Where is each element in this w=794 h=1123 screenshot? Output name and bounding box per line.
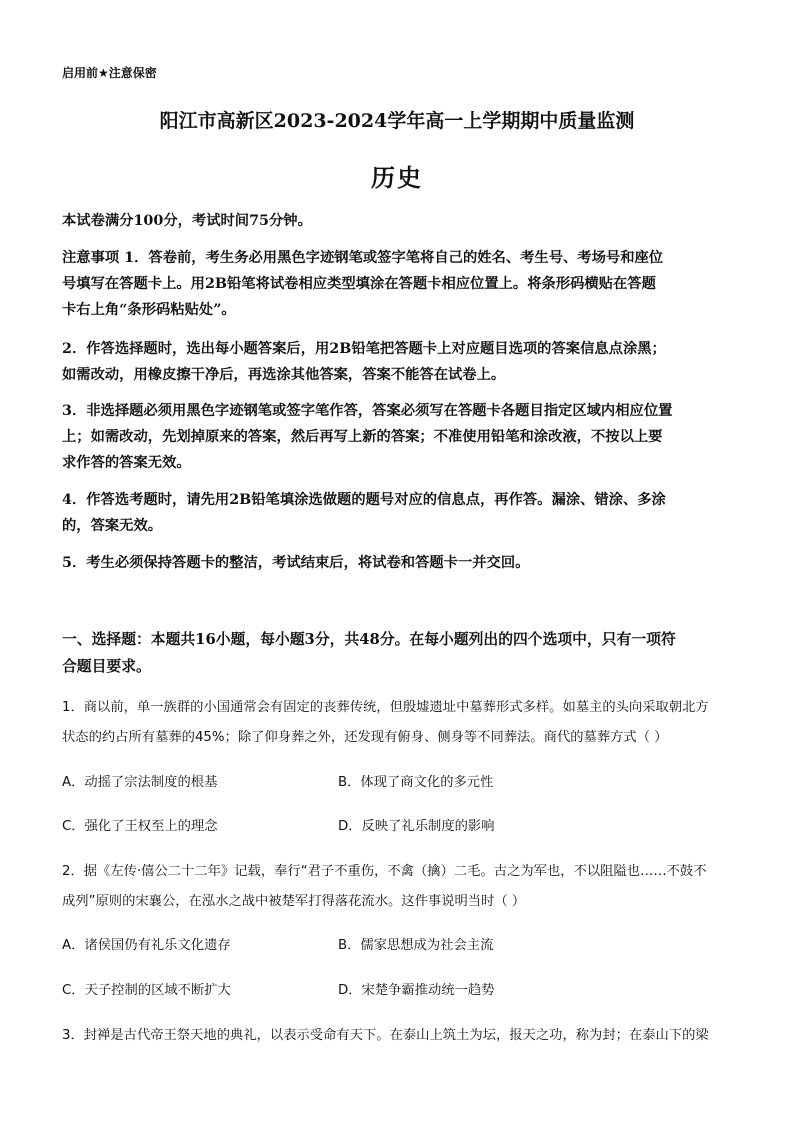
question-text: 3．封禅是古代帝王祭天地的典礼，以表示受命有天下。在泰山上筑土为坛，报天之功，称为封；在泰山下的梁	[62, 1028, 709, 1043]
notice-line: 3．非选择题必须用黑色字迹钢笔或签字笔作答，答案必须写在答题卡各题目指定区域内相应位置	[62, 403, 673, 419]
option-b: B．儒家思想成为社会主流	[338, 938, 494, 953]
section-heading: 合题目要求。	[62, 658, 151, 675]
question-text: 1．商以前，单一族群的小国通常会有固定的丧葬传统，但殷墟遗址中墓葬形式多样。如墓主的头向采取朝北方	[62, 700, 709, 715]
exam-title: 阳江市高新区2023-2024学年高一上学期期中质量监测	[159, 110, 635, 132]
option-c: C．强化了王权至上的理念	[62, 819, 218, 834]
exam-intro: 本试卷满分100分，考试时间75分钟。	[62, 213, 312, 229]
section-heading: 一、选择题：本题共16小题，每小题3分，共48分。在每小题列出的四个选项中，只有一项符	[62, 631, 676, 648]
notice-line: 注意事项 1．答卷前，考生务必用黑色字迹钢笔或签字笔将自己的姓名、考生号、考场号和座位	[62, 250, 664, 266]
option-a: A．动摇了宗法制度的根基	[62, 775, 218, 790]
option-c: C．天子控制的区域不断扩大	[62, 983, 231, 998]
notice-line: 求作答的答案无效。	[62, 455, 191, 471]
question-text: 状态的约占所有墓葬的45%；除了仰身葬之外，还发现有俯身、侧身等不同葬法。商代的墓葬方式（ ）	[62, 730, 668, 745]
confidential-mark: 启用前★注意保密	[62, 66, 157, 80]
notice-line: 5．考生必须保持答题卡的整洁，考试结束后，将试卷和答题卡一并交回。	[62, 555, 530, 571]
question-text: 成列”原则的宋襄公，在泓水之战中被楚军打得落花流水。这件事说明当时（ ）	[62, 894, 526, 909]
question-text: 2．据《左传·僖公二十二年》记载，奉行“君子不重伤，不禽（擒）二毛。古之为军也，不以阻隘也……不鼓不	[62, 864, 707, 879]
subject-title: 历史	[371, 163, 423, 192]
notice-line: 4．作答选考题时，请先用2B铅笔填涂选做题的题号对应的信息点，再作答。漏涂、错涂、多涂	[62, 492, 666, 508]
notice-line: 如需改动，用橡皮擦干净后，再选涂其他答案，答案不能答在试卷上。	[62, 367, 506, 383]
notice-line: 的，答案无效。	[62, 518, 163, 534]
notice-line: 卡右上角“条形码粘贴处”。	[62, 302, 236, 318]
option-d: D．宋楚争霸推动统一趋势	[338, 983, 495, 998]
option-a: A．诸侯国仍有礼乐文化遗存	[62, 938, 231, 953]
notice-line: 上；如需改动，先划掉原来的答案，然后再写上新的答案；不准使用铅笔和涂改液，不按以上要	[62, 429, 663, 445]
option-d: D．反映了礼乐制度的影响	[338, 819, 495, 834]
notice-line: 2．作答选择题时，选出每小题答案后，用2B铅笔把答题卡上对应题目选项的答案信息点涂黑；	[62, 341, 666, 357]
notice-line: 号填写在答题卡上。用2B铅笔将试卷相应类型填涂在答题卡相应位置上。将条形码横贴在答题	[62, 276, 656, 292]
option-b: B．体现了商文化的多元性	[338, 775, 494, 790]
